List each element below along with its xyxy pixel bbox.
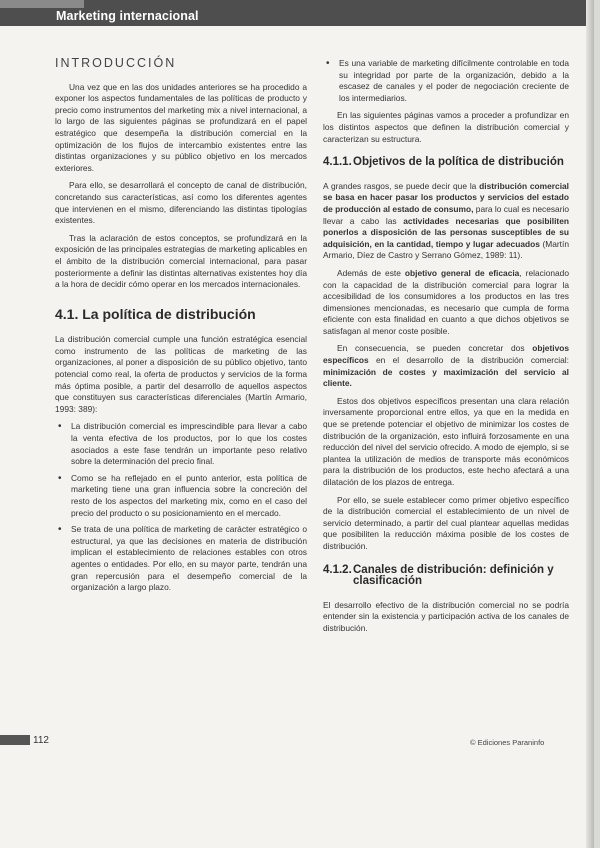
page-number: 112 bbox=[33, 735, 49, 746]
intro-heading: INTRODUCCIÓN bbox=[55, 56, 177, 70]
bold-run: distribución comercial se basa en hacer pasar los productos y servicios del estado de producción al estado de consumo, bbox=[323, 180, 570, 214]
section-heading-4-1 bbox=[55, 305, 307, 322]
subsection-title: Canales de distribución: definición y clasificación bbox=[353, 563, 554, 588]
paragraph: El desarrollo efectivo de la distribución comercial no se podría entender sin la existencia y participación activa de los canales de distribución. bbox=[323, 599, 569, 633]
book-title: Marketing internacional bbox=[56, 9, 199, 23]
paragraph bbox=[323, 181, 569, 262]
text-run: En consecuencia, se pueden concretar dos bbox=[337, 343, 533, 354]
header-bar bbox=[0, 0, 594, 26]
text-run: (Martín Armario, Díez de Castro y Serrano Gómez, 1989: 11). bbox=[323, 238, 569, 261]
intro-paragraph-1: Una vez que en las dos unidades anteriores se ha procedido a exponer los aspectos fundamentales de las políticas de producto y precio como instrumentos del marketing mix a nivel internacional, a lo largo de las siguientes páginas se profundizará en el papel estratégico que desempeña la distribución comercial en la optimización de los flujos de intercambio existentes entre las distintas organizaciones y su público objetivo en los mercados exteriores. bbox=[55, 81, 307, 173]
intro-paragraph-3: Tras la aclaración de estos conceptos, se profundizará en la exposición de las principales estrategias de marketing aplicables en el ámbito de la distribución comercial internacional, para pasar posteriormente a definir las distintas alternativas existentes hoy día a la hora de decidir cómo operar en los mercados internacionales. bbox=[55, 232, 307, 290]
section-paragraph: La distribución comercial cumple una función estratégica esencial como instrumento de las políticas de marketing de las organizaciones, al poner a disposición de su público objetivo, tanto potencial como real, la oferta de productos y servicios de la forma más óptima posible, a partir del desarrollo de aquellos aspectos que constituyen sus características diferenciales (Martín Armario, 1993: 389): bbox=[55, 334, 307, 414]
continued-list bbox=[323, 58, 569, 104]
intro-paragraph-2: Para ello, se desarrollará el concepto de canal de distribución, concretando sus características, así como los diferentes agentes que intervienen en el mismo, diferenciando las distintas tipologías existentes. bbox=[55, 180, 307, 226]
bold-run: actividades necesarias que posibiliten ponerlos a disposición de las personas susceptibles de su adquisición, en la cantidad, tiempo y lugar adecuados bbox=[323, 215, 569, 249]
paragraph bbox=[323, 343, 569, 389]
page-edge-shadow bbox=[586, 0, 594, 848]
section-number: 4.1. bbox=[55, 305, 79, 322]
bold-run: objetivo general de eficacia bbox=[404, 267, 520, 278]
header-tab bbox=[0, 0, 84, 8]
text-run: en el desarrollo de la distribución comercial: bbox=[368, 355, 569, 366]
characteristics-list bbox=[55, 421, 307, 593]
text-run: A grandes rasgos, se puede decir que la bbox=[323, 180, 480, 191]
subsection-title: Objetivos de la política de distribución bbox=[353, 156, 564, 169]
paragraph bbox=[323, 268, 569, 338]
section-title: La política de distribución bbox=[82, 305, 256, 322]
text-run: , relacionado con la capacidad de la distribución comercial para lograr la accesibilidad de los consumidores a los productos en las tres dimensiones mencionadas, es necesario que cumpla de forma eficiente con esta finalidad en cuanto a que dichos objetivos se satisfagan al menor coste posible. bbox=[323, 267, 569, 336]
publisher-credit: © Ediciones Paraninfo bbox=[470, 738, 545, 747]
subsection-heading-4-1-2 bbox=[323, 565, 569, 588]
text-run: para lo cual es necesario llevar a cabo las bbox=[323, 203, 569, 226]
paragraph: Estos dos objetivos específicos presentan una clara relación inversamente proporcional entre ellos, ya que en la medida en que se pretende potenciar el objetivo de minimizar los costes de distribución de la organización, esto influirá forzosamente en una reducción del nivel del servicio ofrecido. A modo de ejemplo, si se plantea la utilización de medios de transporte más económicos para la distribución de los productos, este hecho afectará a una dilatación de los plazos de entrega. bbox=[323, 395, 569, 487]
bold-run: minimización de costes y maximización del servicio al cliente. bbox=[323, 366, 569, 389]
list-item: • Es una variable de marketing difícilmente controlable en toda su integridad por parte de la organización, debido a la escasez de canales y el poder de negociación creciente de los intermediarios. bbox=[339, 58, 569, 104]
subsection-number: 4.1.2. bbox=[323, 563, 352, 576]
list-item: • Se trata de una política de marketing de carácter estratégico o estructural, ya que las decisiones en materia de distribución implican el establecimiento de relaciones estables con otros agentes o entidades. Por ello, en su mayor parte, tendrán una gran repercusión para el desempeño comercial de la organización a largo plazo. bbox=[71, 524, 307, 594]
left-column bbox=[55, 58, 307, 600]
paragraph: Por ello, se suele establecer como primer objetivo específico de la distribución comercial el establecimiento de un nivel de servicio determinado, a partir del cual plantear aquellas medidas que posibiliten la reducción máxima posible de los costes de distribución. bbox=[323, 494, 569, 551]
subsection-number: 4.1.1. bbox=[323, 156, 352, 169]
footer-bar bbox=[0, 735, 30, 745]
subsection-heading-4-1-1 bbox=[323, 157, 569, 169]
right-column bbox=[323, 58, 569, 641]
list-item: • La distribución comercial es imprescindible para llevar a cabo la venta efectiva de los productos, por lo que los costes asociados a este fase tendrán un importante peso relativo sobre la determinación del precio final. bbox=[71, 421, 307, 467]
list-item: • Como se ha reflejado en el punto anterior, esta política de marketing tiene una gran influencia sobre la concreción del resto de los aspectos del marketing mix, como en el caso del precio del producto o su posicionamiento en el mercado. bbox=[71, 473, 307, 519]
bold-run: objetivos específicos bbox=[323, 343, 569, 366]
paragraph: En las siguientes páginas vamos a proceder a profundizar en los distintos aspectos que definen la distribución comercial y caracterizan su estructura. bbox=[323, 110, 569, 144]
text-run: Además de este bbox=[337, 267, 405, 278]
